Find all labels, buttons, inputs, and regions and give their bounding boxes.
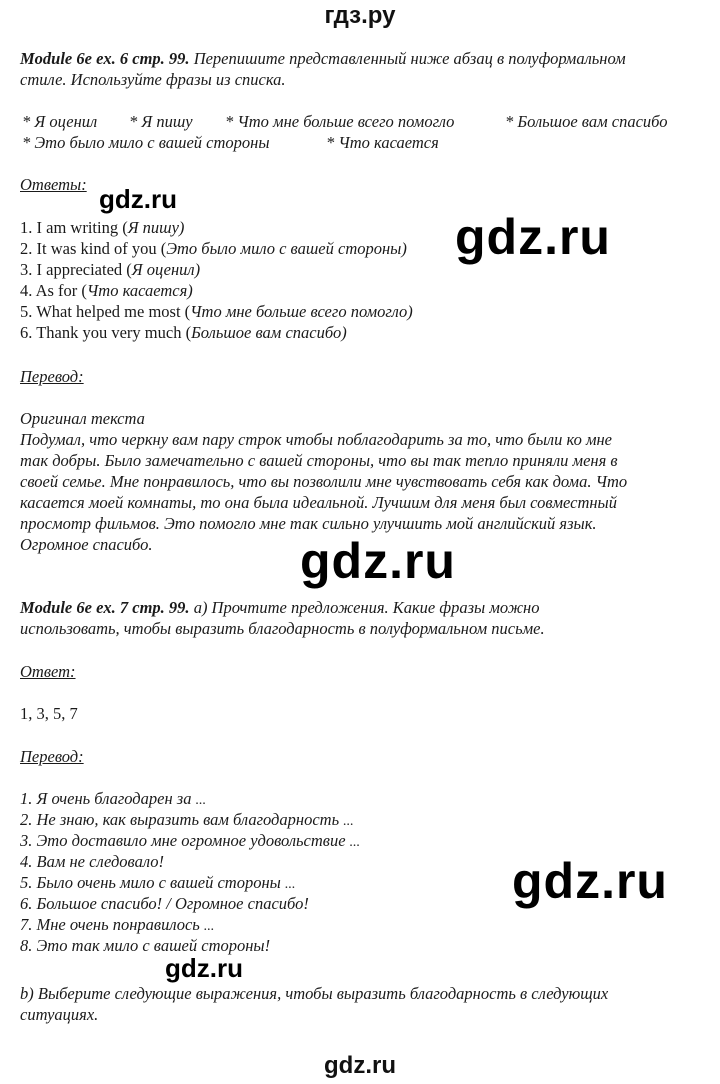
answer-item xyxy=(20,280,193,301)
item-text: 4. Вам не следовало! xyxy=(20,852,164,871)
ex7-instruction-2: использовать, чтобы выразить благодарность в полуформальном письме. xyxy=(20,619,545,638)
answer-item xyxy=(20,259,200,280)
answer-ru: Большое вам спасибо) xyxy=(191,323,347,342)
item-text: 6. Большое спасибо! / Огромное спасибо! xyxy=(20,894,309,913)
answer-item xyxy=(20,238,407,259)
translation-item xyxy=(20,914,214,937)
phrase-item: * Это было мило с вашей стороны xyxy=(22,133,270,152)
answer-value: 1, 3, 5, 7 xyxy=(20,704,78,723)
answer-label: Ответ: xyxy=(20,662,76,681)
translation-item xyxy=(20,872,295,895)
answers-label: Ответы: xyxy=(20,175,87,194)
answer-en: 5. What helped me most ( xyxy=(20,302,191,321)
watermark: gdz.ru xyxy=(455,209,611,265)
item-ellipsis: ... xyxy=(284,877,296,892)
answer-en: 3. I appreciated ( xyxy=(20,260,132,279)
item-text: 8. Это так мило с вашей стороны! xyxy=(20,936,271,955)
watermark: gdz.ru xyxy=(300,533,456,589)
ex6-instruction: Перепишите представленный ниже абзац в полуформальном xyxy=(193,49,626,68)
answer-en: 1. I am writing ( xyxy=(20,218,128,237)
original-line: Подумал, что черкну вам пару строк чтобы поблагодарить за то, что были ко мне xyxy=(20,430,612,449)
translation-item xyxy=(20,851,164,872)
original-line: Огромное спасибо. xyxy=(20,535,153,554)
translation-item xyxy=(20,788,206,811)
part-b-line: b) Выберите следующие выражения, чтобы выразить благодарность в следующих xyxy=(20,984,609,1003)
watermark: gdz.ru xyxy=(512,853,668,909)
phrase-item: * Что мне больше всего помогло xyxy=(225,112,455,131)
item-text: 5. Было очень мило с вашей стороны xyxy=(20,873,281,892)
item-text: 2. Не знаю, как выразить вам благодарность xyxy=(20,810,340,829)
answer-en: 6. Thank you very much ( xyxy=(20,323,192,342)
item-text: 1. Я очень благодарен за xyxy=(20,789,192,808)
phrase-item: * Большое вам спасибо xyxy=(505,112,668,131)
site-header: гдз.ру xyxy=(324,2,396,29)
answer-item xyxy=(20,217,184,238)
translation-label: Перевод: xyxy=(20,367,84,386)
original-line: так добры. Было замечательно с вашей стороны, что вы так тепло приняли меня в xyxy=(20,451,618,470)
answer-item xyxy=(20,322,347,343)
phrase-item: * Я пишу xyxy=(129,112,193,131)
translation-item xyxy=(20,893,309,914)
translation-item xyxy=(20,809,354,832)
item-ellipsis: ... xyxy=(343,814,354,829)
translation-label: Перевод: xyxy=(20,747,84,766)
item-text: 3. Это доставило мне огромное удовольствие xyxy=(20,831,346,850)
watermark: gdz.ru xyxy=(165,953,243,983)
item-ellipsis: ... xyxy=(349,835,361,850)
phrase-item: * Что касается xyxy=(326,133,439,152)
ex6-heading: Module 6e ex. 6 стр. 99. xyxy=(20,49,190,68)
ex7-heading-line xyxy=(20,597,539,618)
original-title: Оригинал текста xyxy=(20,409,145,428)
answer-ru: Это было мило с вашей стороны) xyxy=(166,239,407,258)
part-b-line: ситуациях. xyxy=(20,1005,99,1024)
answer-ru: Я пишу) xyxy=(127,218,185,237)
original-line: просмотр фильмов. Это помогло мне так сильно улучшить мой английский язык. xyxy=(20,514,597,533)
ex6-instruction-2: стиле. Используйте фразы из списка. xyxy=(20,70,286,89)
site-footer: gdz.ru xyxy=(324,1052,396,1079)
original-line: своей семье. Мне понравилось, что вы позволили мне чувствовать себя как дома. Что xyxy=(20,472,628,491)
ex7-instruction: а) Прочтите предложения. Какие фразы можно xyxy=(193,598,540,617)
ex6-heading-line xyxy=(20,48,626,69)
phrase-item: * Я оценил xyxy=(22,112,98,131)
watermark: gdz.ru xyxy=(99,184,177,214)
item-ellipsis: ... xyxy=(195,793,207,808)
answer-item xyxy=(20,301,413,322)
ex7-heading: Module 6e ex. 7 стр. 99. xyxy=(20,598,190,617)
original-line: касается моей комнаты, то она была идеальной. Лучшим для меня был совместный xyxy=(20,493,617,512)
answer-ru: Я оценил) xyxy=(131,260,201,279)
answer-ru: Что касается) xyxy=(86,281,193,300)
answer-en: 4. As for ( xyxy=(20,281,87,300)
translation-item xyxy=(20,830,360,853)
answer-en: 2. It was kind of you ( xyxy=(20,239,167,258)
answer-ru: Что мне больше всего помогло) xyxy=(190,302,413,321)
item-text: 7. Мне очень понравилось xyxy=(20,915,200,934)
item-ellipsis: ... xyxy=(203,919,215,934)
